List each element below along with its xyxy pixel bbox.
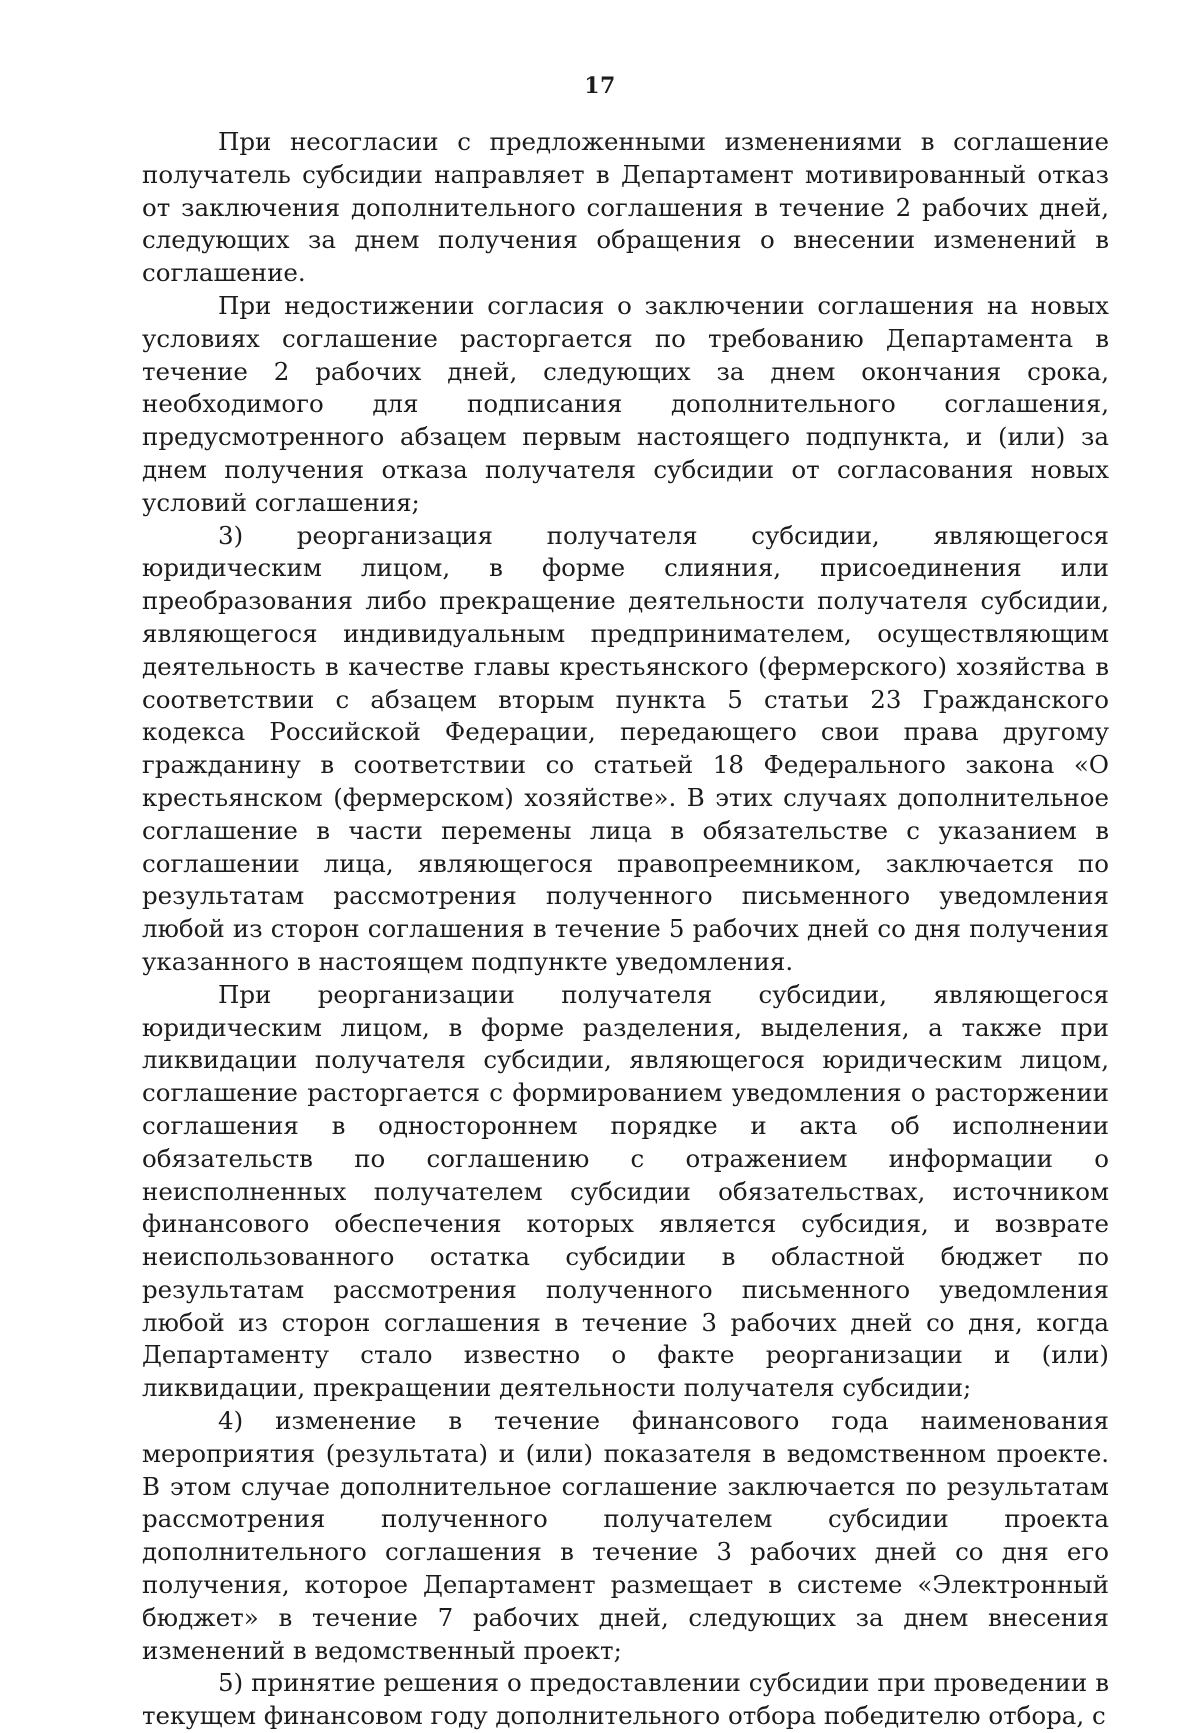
- paragraph-reorganization-liquidation: При реорганизации получателя субсидии, являющегося юридическим лицом, в форме разделения, выделения, а также при ликвидации получателя субсидии, являющегося юридическим лицом, соглашение расторгается с формированием уведомления о расторжении соглашения в одностороннем порядке и акта об исполнении обязательств по соглашению с отражением информации о неисполненных получателем субсидии обязательствах, источником финансового обеспечения которых является субсидия, и возврате неиспользованного остатка субсидии в областной бюджет по результатам рассмотрения полученного письменного уведомления любой из сторон соглашения в течение 3 рабочих дней со дня, когда Департаменту стало известно о факте реорганизации и (или) ликвидации, прекращении деятельности получателя субсидии;: [142, 979, 1109, 1403]
- paragraph-disagreement: При несогласии с предложенными изменениями в соглашение получатель субсидии направляет в Департамент мотивированный отказ от заключения дополнительного соглашения в течение 2 рабочих дней, следующих за днем получения обращения о внесении изменений в соглашение.: [142, 127, 1109, 288]
- paragraph-item-5-decision: 5) принятие решения о предоставлении субсидии при проведении в текущем финансовом году дополнительного отбора победителю отбора, с: [142, 1668, 1109, 1731]
- paragraph-item-3-reorganization: 3) реорганизация получателя субсидии, являющегося юридическим лицом, в форме слияния, присоединения или преобразования либо прекращение деятельности получателя субсидии, являющегося индивидуальным предпринимателем, осуществляющим деятельность в качестве главы крестьянского (фермерского) хозяйства в соответствии с абзацем вторым пункта 5 статьи 23 Гражданского кодекса Российской Федерации, передающего свои права другому гражданину в соответствии со статьей 18 Федерального закона «О крестьянском (фермерском) хозяйстве». В этих случаях дополнительное соглашение в части перемены лица в обязательстве с указанием в соглашении лица, являющегося правопреемником, заключается по результатам рассмотрения полученного письменного уведомления любой из сторон соглашения в течение 5 рабочих дней со дня получения указанного в настоящем подпункте уведомления.: [142, 520, 1109, 976]
- paragraph-item-4-change: 4) изменение в течение финансового года наименования мероприятия (результата) и (или) показателя в ведомственном проекте. В этом случае дополнительное соглашение заключается по результатам рассмотрения полученного получателем субсидии проекта дополнительного соглашения в течение 3 рабочих дней со дня его получения, которое Департамент размещает в системе «Электронный бюджет» в течение 7 рабочих дней, следующих за днем внесения изменений в ведомственный проект;: [142, 1406, 1109, 1665]
- page-number: 17: [584, 73, 616, 99]
- document-body: [142, 126, 1109, 1733]
- paragraph-no-agreement: При недостижении согласия о заключении соглашения на новых условиях соглашение расторгается по требованию Департамента в течение 2 рабочих дней, следующих за днем окончания срока, необходимого для подписания дополнительного соглашения, предусмотренного абзацем первым настоящего подпункта, и (или) за днем получения отказа получателя субсидии от согласования новых условий соглашения;: [142, 290, 1109, 517]
